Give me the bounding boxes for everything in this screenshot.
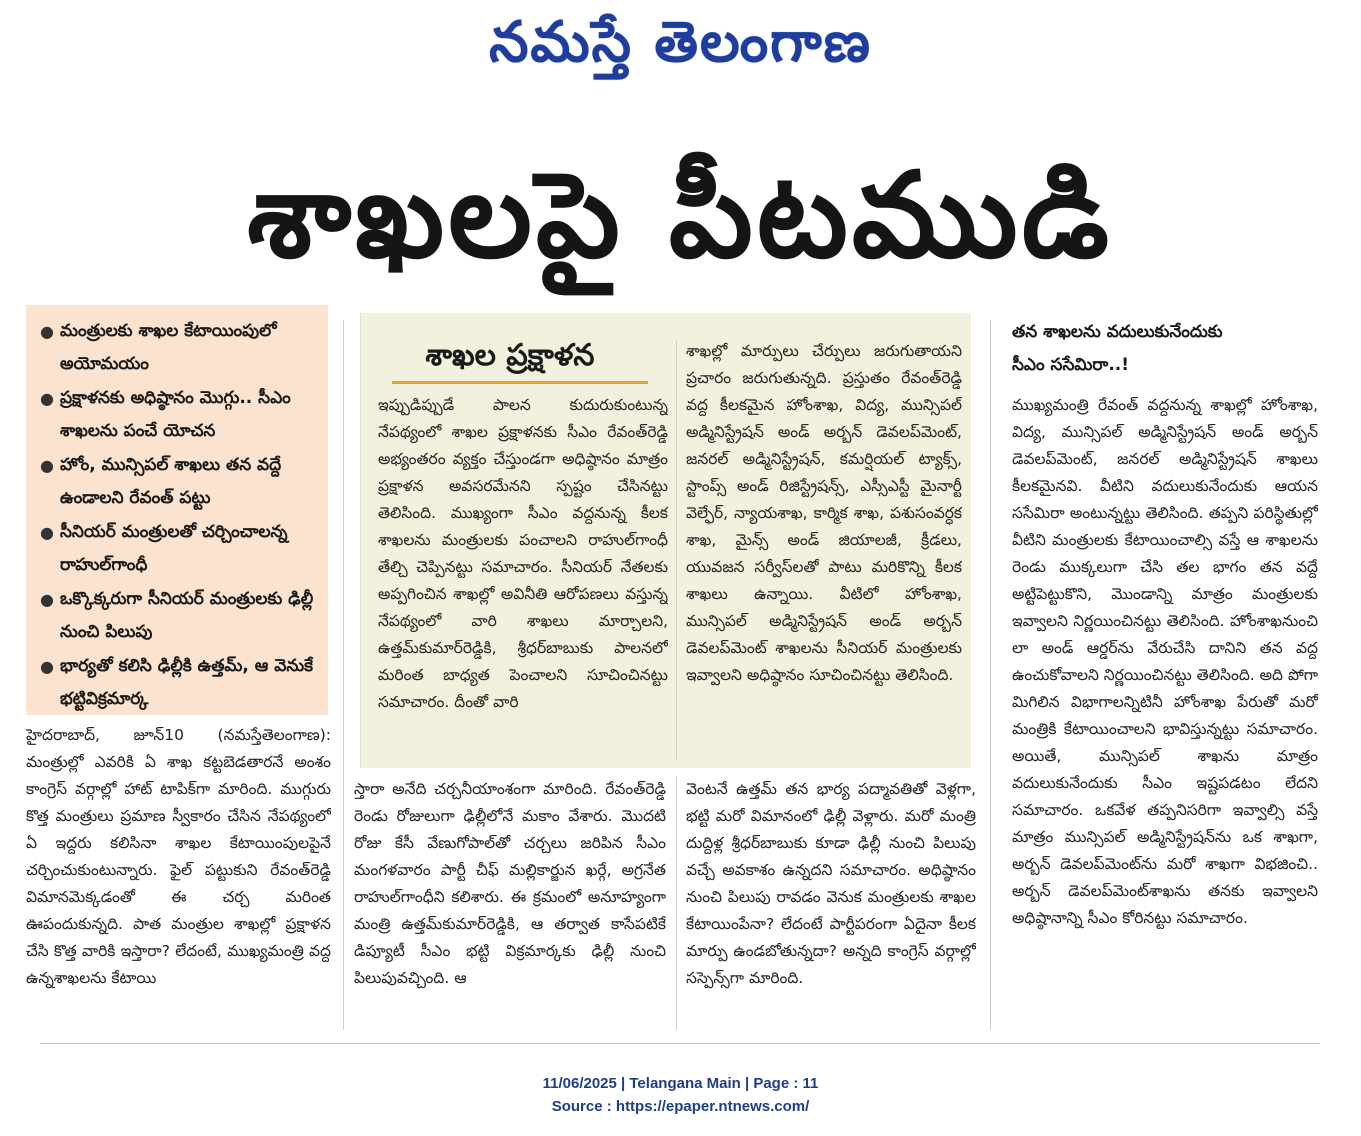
bullet-item xyxy=(40,650,322,716)
footer-date-page: 11/06/2025 | Telangana Main | Page : 11 xyxy=(542,1075,819,1092)
article-column-1: హైదరాబాద్, జూన్10 (నమస్తేతెలంగాణ): మంత్రుల్లో ఎవరికి ఏ శాఖ కట్టబెడతారనే అంశం కాంగ్రెస్ వర్గాల్లో హాట్ టాపిక్‌గా మారింది. ముగ్గురు కొత్త మంత్రులు ప్రమాణ స్వీకారం చేసిన నేపథ్యంలో ఏ ఇద్దరు కలిసినా శాఖల కేటాయింపులపైనే చర్చించుకుంటున్నారు. ఫైల్ పట్టుకుని రేవంత్‌రెడ్డి విమానమెక్కడంతో ఈ చర్చ మరింత ఊపందుకున్నది. పాత మంత్రుల శాఖల్లో ప్రక్షాళన చేసి కొత్త వారికి ఇస్తారా? లేదంటే, ముఖ్యమంత్రి వద్ద ఉన్నశాఖలను కేటాయి xyxy=(26,726,331,987)
bullet-item xyxy=(40,449,322,515)
bullet-dot-icon: ● xyxy=(40,523,54,542)
kicker-underline xyxy=(392,381,648,384)
bullet-dot-icon: ● xyxy=(40,456,54,475)
bullet-text: మంత్రులకు శాఖల కేటాయింపులో అయోమయం xyxy=(60,321,277,374)
footer-source-link[interactable]: Source : https://epaper.ntnews.com/ xyxy=(551,1098,810,1115)
bullet-text: భార్యతో కలిసి ఢిల్లీకి ఉత్తమ్, ఆ వెనుకే భట్టివిక్రమార్క xyxy=(60,656,314,709)
bullet-summary-box xyxy=(26,305,328,715)
article-column-3: వెంటనే ఉత్తమ్ తన భార్య పద్మావతితో వెళ్లగా, భట్టి మరో విమానంలో ఢిల్లీ వెళ్లారు. మరో మంత్రి దుద్దిళ్ల శ్రీధర్‌బాబుకు కూడా ఢిల్లీ నుంచి పిలుపు వచ్చే అవకాశం ఉన్నదని సమాచారం. అధిష్ఠానం నుంచి పిలుపు రావడం వెనుక మంత్రులకు శాఖల కేటాయింపేనా? లేదంటే పార్టీపరంగా ఏదైనా కీలక మార్పు ఉండబోతున్నదా? అన్నది కాంగ్రెస్ వర్గాల్లో సస్పెన్స్‌గా మారింది. xyxy=(686,780,976,987)
bullet-dot-icon: ● xyxy=(40,322,54,341)
bullet-item xyxy=(40,315,322,381)
box-column-2: శాఖల్లో మార్పులు చేర్పులు జరుగుతాయని ప్రచారం జరుగుతున్నది. ప్రస్తుతం రేవంత్‌రెడ్డి వద్ద కీలకమైన హోంశాఖ, విద్య, మున్సిపల్ అడ్మినిస్ట్రేషన్ అండ్ అర్బన్ డెవలప్‌మెంట్, జనరల్ అడ్మినిస్ట్రేషన్, కమర్షియల్ ట్యాక్స్, స్టాంప్స్ అండ్ రిజిస్ట్రేషన్స్, ఎస్సీఎస్టీ మైనార్టీ వెల్ఫేర్, న్యాయశాఖ, కార్మిక శాఖ, పశుసంవర్ధక శాఖ, మైన్స్ అండ్ జియాలజీ, క్రీడలు, యువజన సర్వీస్‌లతో పాటు మరికొన్ని కీలక శాఖలు ఉన్నాయి. వీటిలో హోంశాఖ, మున్సిపల్ అడ్మినిస్ట్రేషన్ అండ్ అర్బన్ డెవలప్‌మెంట్ శాఖలను సీనియర్ మంత్రులకు ఇవ్వాలని అధిష్ఠానం సూచించినట్టు తెలిసింది. xyxy=(686,342,962,684)
masthead-logo: నమస్తే తెలంగాణ xyxy=(489,10,872,75)
bullet-text: ఒక్కొక్కరుగా సీనియర్ మంత్రులకు ఢిల్లీ నుంచి పిలుపు xyxy=(60,589,314,642)
side-story-heading: తన శాఖలను వదులుకునేందుకు సీఎం ససేమిరా..! xyxy=(1012,322,1223,375)
headline: శాఖలపై పీటముడి xyxy=(247,146,1113,284)
side-story-body: ముఖ్యమంత్రి రేవంత్ వద్దనున్న శాఖల్లో హోంశాఖ, విద్య, మున్సిపల్ అడ్మినిస్ట్రేషన్ అండ్ అర్బన్ డెవలప్‌మెంట్, జనరల్ అడ్మినిస్ట్రేషన్ శాఖలు కీలకమైనవి. వీటిని వదులుకునేందుకు ఆయన ససేమిరా అంటున్నట్టు తెలిసింది. తప్పని పరిస్థితుల్లో వీటిని మంత్రులకు కేటాయించాల్సి వస్తే ఆ శాఖలను రెండు ముక్కలుగా చేసి తల భాగం తన వద్దే అట్టిపెట్టుకొని, మొండాన్ని మాత్రం మంత్రులకు ఇవ్వాలని నిర్ణయించినట్టు తెలిసింది. హోంశాఖనుంచి లా అండ్ ఆర్డర్‌ను వేరుచేసి దానిని తన వద్ద ఉంచుకోవాలని నిర్ణయించినట్టు తెలిసింది. అది పోగా మిగిలిన విభాగాలన్నిటినీ హోంశాఖ పేరుతో మరో మంత్రికి కేటాయించాలని భావిస్తున్నట్టు సమాచారం. అయితే, మున్సిపల్ శాఖను మాత్రం వదులుకునేందుకు సీఎం ఇష్టపడటం లేదని సమాచారం. ఒకవేళ తప్పనిసరిగా ఇవ్వాల్సి వస్తే మాత్రం మున్సిపల్ అడ్మినిస్ట్రేషన్‌ను ఒక శాఖగా, అర్బన్ డెవలప్‌మెంట్‌ను మరో శాఖగా విభజించి.. అర్బన్ డెవలప్‌మెంట్‌శాఖను తనకు ఇవ్వాలని అధిష్ఠానాన్ని సీఎం కోరినట్టు సమాచారం. xyxy=(1012,396,1318,927)
bullet-dot-icon: ● xyxy=(40,657,54,676)
bullet-dot-icon: ● xyxy=(40,389,54,408)
column-divider xyxy=(343,320,344,1030)
bottom-rule xyxy=(40,1043,1320,1044)
box-column-1: ఇప్పుడిప్పుడే పాలన కుదురుకుంటున్న నేపథ్యంలో శాఖల ప్రక్షాళనకు సీఎం రేవంత్‌రెడ్డి అభ్యంతరం వ్యక్తం చేస్తుండగా అధిష్ఠానం మాత్రం ప్రక్షాళన అవసరమేనని స్పష్టం చేసినట్టు తెలిసింది. ముఖ్యంగా సీఎం వద్దనున్న కీలక శాఖలను మంత్రులకు పంచాలని రాహుల్‌గాంధీ తేల్చి చెప్పినట్టు సమాచారం. సీనియర్ నేతలకు అప్పగించిన శాఖల్లో అవినీతి ఆరోపణలు వస్తున్న నేపథ్యంలో వారి శాఖలు మార్చాలని, ఉత్తమ్‌కుమార్‌రెడ్డికి, శ్రీధర్‌బాబుకు పాలనలో మరింత బాధ్యత పెంచాలని సూచించినట్టు సమాచారం. దీంతో వారి xyxy=(378,396,668,711)
bullet-dot-icon: ● xyxy=(40,590,54,609)
column-divider xyxy=(676,776,677,1030)
bullet-text: హోం, మున్సిపల్ శాఖలు తన వద్దే ఉండాలని రేవంత్ పట్టు xyxy=(60,455,282,508)
column-divider xyxy=(676,340,677,760)
column-divider xyxy=(990,320,991,1030)
box-kicker-title: శాఖల ప్రక్షాళన xyxy=(425,338,595,373)
bullet-item xyxy=(40,583,322,649)
bullet-text: ప్రక్షాళనకు అధిష్ఠానం మొగ్గు.. సీఎం శాఖలను పంచే యోచన xyxy=(60,388,291,441)
bullet-text: సీనియర్ మంత్రులతో చర్చించాలన్న రాహుల్‌గాంధీ xyxy=(60,522,288,575)
bullet-item xyxy=(40,516,322,582)
bullet-item xyxy=(40,382,322,448)
article-column-2: స్తారా అనేది చర్చనీయాంశంగా మారింది. రేవంత్‌రెడ్డి రెండు రోజులుగా ఢిల్లీలోనే మకాం వేశారు. మొదటి రోజు కేసీ వేణుగోపాల్‌తో చర్చలు జరిపిన సీఎం మంగళవారం పార్టీ చీఫ్ మల్లికార్జున ఖర్గే, అగ్రనేత రాహుల్‌గాంధీని కలిశారు. ఈ క్రమంలో అనూహ్యంగా మంత్రి ఉత్తమ్‌కుమార్‌రెడ్డికి, ఆ తర్వాత కాసేపటికే డిప్యూటీ సీఎం భట్టి విక్రమార్కకు ఢిల్లీ నుంచి పిలుపువచ్చింది. ఆ xyxy=(354,780,666,987)
